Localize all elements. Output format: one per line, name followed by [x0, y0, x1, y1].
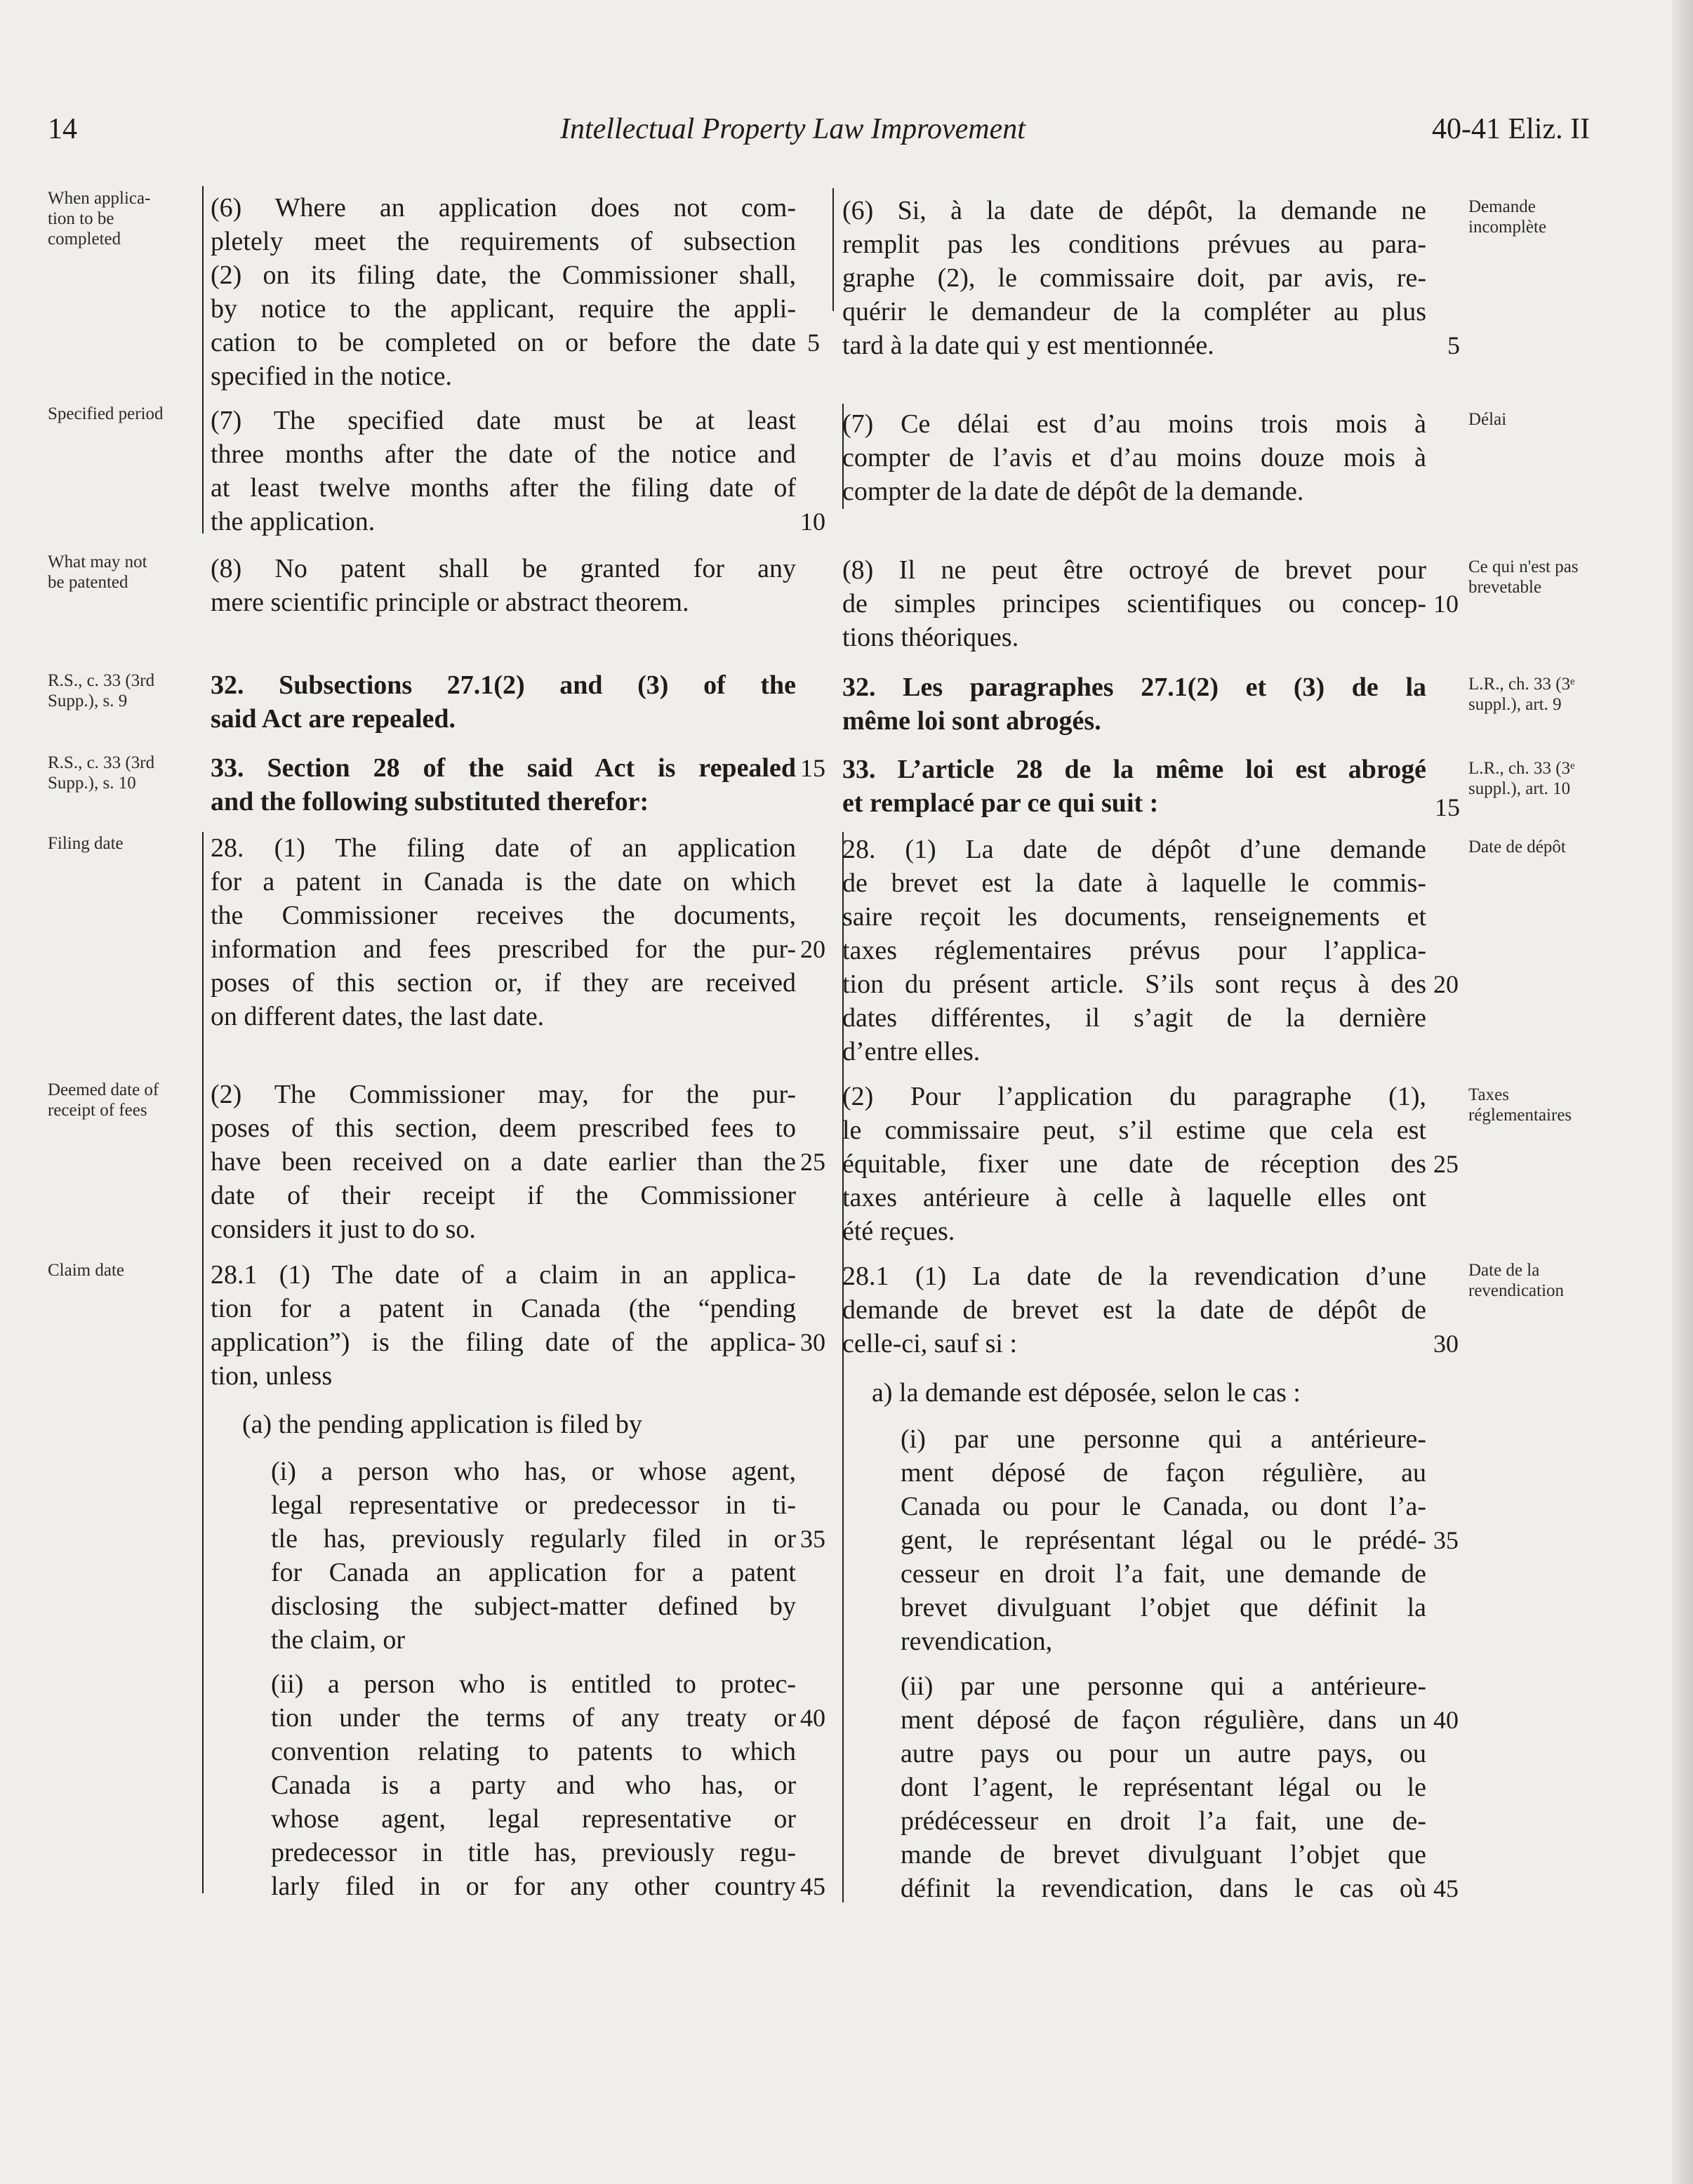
en-line: poses of this section, deem prescribed fees to — [211, 1113, 796, 1143]
fr-line: (7) Ce délai est d’au moins trois mois à — [842, 409, 1426, 439]
fr-line: été reçues. — [842, 1217, 955, 1246]
line-number: 10 — [800, 508, 825, 536]
fr-line: cesseur en droit l’a fait, une demande de — [901, 1559, 1426, 1589]
margin-note-fr: L.R., ch. 33 (3ᵉ suppl.), art. 10 — [1468, 759, 1575, 798]
fr-line: (2) Pour l’application du paragraphe (1), — [842, 1082, 1426, 1111]
en-line: predecessor in title has, previously regu- — [271, 1838, 796, 1867]
margin-note-fr: L.R., ch. 33 (3ᵉ suppl.), art. 9 — [1468, 675, 1575, 714]
fr-line: remplit pas les conditions prévues au para- — [842, 230, 1426, 259]
fr-line: tions théoriques. — [842, 623, 1019, 652]
fr-line: taxes antérieure à celle à laquelle elles ont — [842, 1183, 1426, 1212]
en-line: (ii) a person who is entitled to protec- — [271, 1669, 796, 1699]
en-line: and the following substituted therefor: — [211, 787, 649, 816]
fr-line: 32. Les paragraphes 27.1(2) et (3) de la — [842, 673, 1426, 702]
en-line: information and fees prescribed for the pur- — [211, 934, 796, 964]
fr-line: a) la demande est déposée, selon le cas : — [872, 1378, 1301, 1408]
fr-line: mande de brevet divulguant l’objet que — [901, 1840, 1426, 1869]
en-line: pletely meet the requirements of subsection — [211, 227, 796, 256]
margin-note-en: Filing date — [48, 834, 124, 853]
en-line: (2) The Commissioner may, for the pur- — [211, 1080, 796, 1109]
en-line: (6) Where an application does not com- — [211, 193, 796, 223]
fr-line: (6) Si, à la date de dépôt, la demande ne — [842, 196, 1426, 225]
fr-line: demande de brevet est la date de dépôt de — [842, 1295, 1426, 1325]
en-line: 32. Subsections 27.1(2) and (3) of the — [211, 670, 796, 700]
line-number: 5 — [807, 329, 820, 357]
margin-note-en: What may not be patented — [48, 552, 147, 592]
en-line: at least twelve months after the filing date of — [211, 473, 796, 503]
line-number: 25 — [800, 1148, 825, 1176]
en-line: tion for a patent in Canada (the “pending — [211, 1294, 796, 1323]
en-line: date of their receipt if the Commissioner — [211, 1181, 796, 1210]
fr-line: ment déposé de façon régulière, dans un — [901, 1705, 1426, 1735]
fr-line: dont l’agent, le représentant légal ou le — [901, 1773, 1426, 1802]
margin-note-fr: Taxes réglementaires — [1468, 1085, 1572, 1125]
fr-line: prédécesseur en droit l’a fait, une de- — [901, 1806, 1426, 1836]
fr-line: tion du présent article. S’ils sont reçus à des — [842, 969, 1426, 999]
fr-line: de simples principes scientifiques ou concep- — [842, 589, 1426, 618]
fr-line: (i) par une personne qui a antérieure- — [901, 1424, 1426, 1454]
fr-line: Canada ou pour le Canada, ou dont l’a- — [901, 1492, 1426, 1521]
fr-line: d’entre elles. — [842, 1037, 981, 1066]
en-line: 28. (1) The filing date of an application — [211, 833, 796, 863]
fr-line: même loi sont abrogés. — [842, 706, 1101, 736]
fr-line: quérir le demandeur de la compléter au plus — [842, 297, 1426, 326]
line-number: 10 — [1433, 590, 1459, 618]
margin-note-en: R.S., c. 33 (3rd Supp.), s. 10 — [48, 753, 155, 793]
fr-line: tard à la date qui y est mentionnée. — [842, 331, 1214, 360]
margin-note-en: Specified period — [48, 404, 164, 423]
en-line: three months after the date of the notice and — [211, 439, 796, 469]
fr-line: compter de la date de dépôt de la demande. — [842, 477, 1304, 506]
line-number: 40 — [800, 1704, 825, 1732]
en-line: application”) is the filing date of the applica- — [211, 1328, 796, 1357]
margin-note-fr: Demande incomplète — [1468, 197, 1547, 237]
en-line: convention relating to patents to which — [271, 1737, 796, 1766]
fr-line: saire reçoit les documents, renseignements et — [842, 902, 1426, 932]
change-bar — [832, 188, 834, 311]
line-number: 5 — [1447, 331, 1460, 359]
en-line: tion under the terms of any treaty or — [271, 1703, 796, 1733]
fr-line: celle-ci, sauf si : — [842, 1329, 1018, 1358]
fr-line: autre pays ou pour un autre pays, ou — [901, 1739, 1426, 1768]
regnal-year: 40-41 Eliz. II — [1432, 113, 1591, 145]
fr-line: 28. (1) La date de dépôt d’une demande — [842, 835, 1426, 864]
en-line: said Act are repealed. — [211, 704, 456, 734]
en-line: 28.1 (1) The date of a claim in an applica- — [211, 1260, 796, 1290]
fr-line: dates différentes, il s’agit de la dernière — [842, 1003, 1426, 1033]
fr-line: gent, le représentant légal ou le prédé- — [901, 1526, 1426, 1555]
en-line: the application. — [211, 507, 376, 536]
en-line: for Canada an application for a patent — [271, 1558, 796, 1587]
fr-line: définit la revendication, dans le cas où — [901, 1874, 1426, 1903]
en-line: have been received on a date earlier than the — [211, 1147, 796, 1177]
line-number: 35 — [1433, 1526, 1459, 1554]
fr-line: graphe (2), le commissaire doit, par avis, re- — [842, 263, 1426, 293]
fr-line: taxes réglementaires prévus pour l’applica- — [842, 936, 1426, 965]
en-line: on different dates, the last date. — [211, 1002, 545, 1031]
line-number: 15 — [1435, 793, 1460, 821]
fr-line: 33. L’article 28 de la même loi est abrogé — [842, 755, 1426, 784]
fr-line: compter de l’avis et d’au moins douze mois à — [842, 443, 1426, 472]
line-number: 30 — [800, 1328, 825, 1356]
running-title: Intellectual Property Law Improvement — [560, 113, 1025, 145]
fr-line: (8) Il ne peut être octroyé de brevet pour — [842, 555, 1426, 585]
en-line: specified in the notice. — [211, 362, 452, 391]
margin-note-fr: Date de dépôt — [1468, 838, 1566, 856]
fr-line: équitable, fixer une date de réception des — [842, 1149, 1426, 1179]
line-number: 30 — [1433, 1330, 1459, 1358]
en-line: Canada is a party and who has, or — [271, 1771, 796, 1800]
en-line: (8) No patent shall be granted for any — [211, 554, 796, 583]
en-line: (i) a person who has, or whose agent, — [271, 1457, 796, 1486]
en-line: the claim, or — [271, 1625, 405, 1655]
fr-line: ment déposé de façon régulière, au — [901, 1458, 1426, 1488]
line-number: 40 — [1433, 1706, 1459, 1734]
en-line: 33. Section 28 of the said Act is repealed — [211, 753, 796, 783]
fr-line: de brevet est la date à laquelle le commis- — [842, 868, 1426, 898]
en-line: poses of this section or, if they are received — [211, 968, 796, 998]
change-bar — [202, 832, 204, 1893]
en-line: legal representative or predecessor in ti- — [271, 1490, 796, 1520]
margin-note-fr: Date de la revendication — [1468, 1261, 1565, 1300]
margin-note-fr: Ce qui n'est pas brevetable — [1468, 557, 1579, 597]
en-line: (7) The specified date must be at least — [211, 406, 796, 435]
line-number: 20 — [800, 935, 825, 963]
en-line: cation to be completed on or before the date — [211, 328, 796, 357]
en-line: whose agent, legal representative or — [271, 1804, 796, 1834]
line-number: 45 — [1433, 1874, 1459, 1902]
en-line: mere scientific principle or abstract theorem. — [211, 588, 689, 617]
fr-line: (ii) par une personne qui a antérieure- — [901, 1672, 1426, 1701]
margin-note-en: Deemed date of receipt of fees — [48, 1080, 159, 1120]
line-number: 15 — [800, 754, 825, 782]
en-line: disclosing the subject-matter defined by — [271, 1591, 796, 1621]
change-bar — [202, 186, 204, 534]
en-line: larly filed in or for any other country — [271, 1872, 796, 1901]
en-line: tion, unless — [211, 1361, 333, 1391]
fr-line: et remplacé par ce qui suit : — [842, 788, 1159, 818]
margin-note-en: Claim date — [48, 1261, 124, 1280]
en-line: considers it just to do so. — [211, 1215, 476, 1244]
line-number: 35 — [800, 1525, 825, 1553]
en-line: by notice to the applicant, require the appli- — [211, 294, 796, 324]
line-number: 25 — [1433, 1150, 1459, 1178]
fr-line: le commissaire peut, s’il estime que cela est — [842, 1116, 1426, 1145]
page-number: 14 — [48, 113, 77, 145]
margin-note-en: R.S., c. 33 (3rd Supp.), s. 9 — [48, 671, 155, 710]
en-line: (a) the pending application is filed by — [242, 1410, 642, 1439]
line-number: 20 — [1433, 970, 1459, 998]
margin-note-fr: Délai — [1468, 410, 1507, 429]
en-line: the Commissioner receives the documents, — [211, 901, 796, 930]
en-line: tle has, previously regularly filed in or — [271, 1524, 796, 1554]
en-line: for a patent in Canada is the date on which — [211, 867, 796, 896]
fr-line: brevet divulguant l’objet que définit la — [901, 1593, 1426, 1622]
fr-line: revendication, — [901, 1627, 1053, 1656]
line-number: 45 — [800, 1872, 825, 1900]
en-line: (2) on its filing date, the Commissioner shall, — [211, 260, 796, 290]
page-edge — [1672, 0, 1693, 2184]
fr-line: 28.1 (1) La date de la revendication d’une — [842, 1262, 1426, 1291]
margin-note-en: When applica- tion to be completed — [48, 189, 151, 249]
